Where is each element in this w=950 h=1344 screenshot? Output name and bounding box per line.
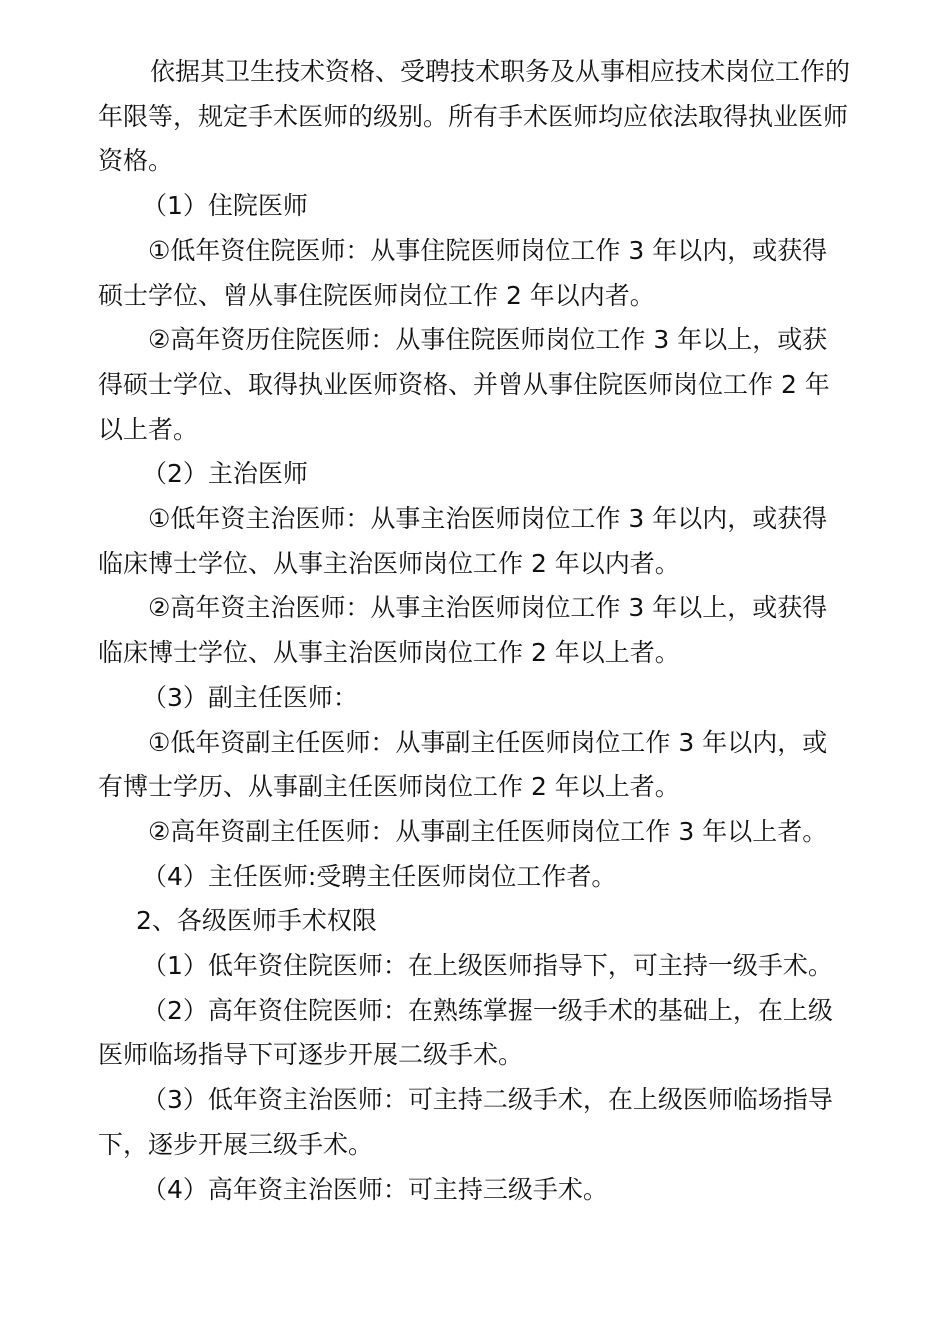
item-senior-attending: ②高年资主治医师：从事主治医师岗位工作 3 年以上，或获得临床博士学位、从事主治医师岗位工作 2 年以上者。 (98, 593, 828, 668)
authority-senior-attending: （4）高年资主治医师：可主持三级手术。 (142, 1174, 608, 1204)
authority-junior-attending: （3）低年资主治医师：可主持二级手术，在上级医师临场指导下，逐步开展三级手术。 (98, 1085, 833, 1159)
section-surgical-authority-heading: 2、各级医师手术权限 (136, 906, 377, 936)
authority-senior-resident: （2）高年资住院医师：在熟练掌握一级手术的基础上，在上级医师临场指导下可逐步开展二级手术。 (98, 995, 833, 1070)
intro-paragraph: 依据其卫生技术资格、受聘技术职务及从事相应技术岗位工作的年限等，规定手术医师的级别。所有手术医师均应依法取得执业医师资格。 (98, 57, 851, 176)
document-body (98, 50, 850, 1212)
item-junior-resident: ①低年资住院医师：从事住院医师岗位工作 3 年以内，或获得硕士学位、曾从事住院医师岗位工作 2 年以内者。 (98, 235, 828, 310)
item-junior-attending: ①低年资主治医师：从事主治医师岗位工作 3 年以内，或获得临床博士学位、从事主治医师岗位工作 2 年以内者。 (98, 504, 828, 578)
heading-chief-physician: （4）主任医师:受聘主任医师岗位工作者。 (142, 861, 617, 891)
item-senior-resident: ②高年资历住院医师：从事住院医师岗位工作 3 年以上，或获得硕士学位、取得执业医师资格、并曾从事住院医师岗位工作 2 年以上者。 (98, 325, 830, 444)
item-senior-associate-chief: ②高年资副主任医师：从事副主任医师岗位工作 3 年以上者。 (148, 816, 828, 846)
item-junior-associate-chief: ①低年资副主任医师：从事副主任医师岗位工作 3 年以内，或有博士学历、从事副主任医师岗位工作 2 年以上者。 (98, 727, 828, 802)
heading-resident-physician: （1）住院医师 (142, 191, 308, 221)
authority-junior-resident: （1）低年资住院医师：在上级医师指导下，可主持一级手术。 (142, 951, 833, 981)
heading-attending-physician: （2）主治医师 (142, 459, 308, 489)
heading-associate-chief-physician: （3）副主任医师： (142, 682, 358, 712)
